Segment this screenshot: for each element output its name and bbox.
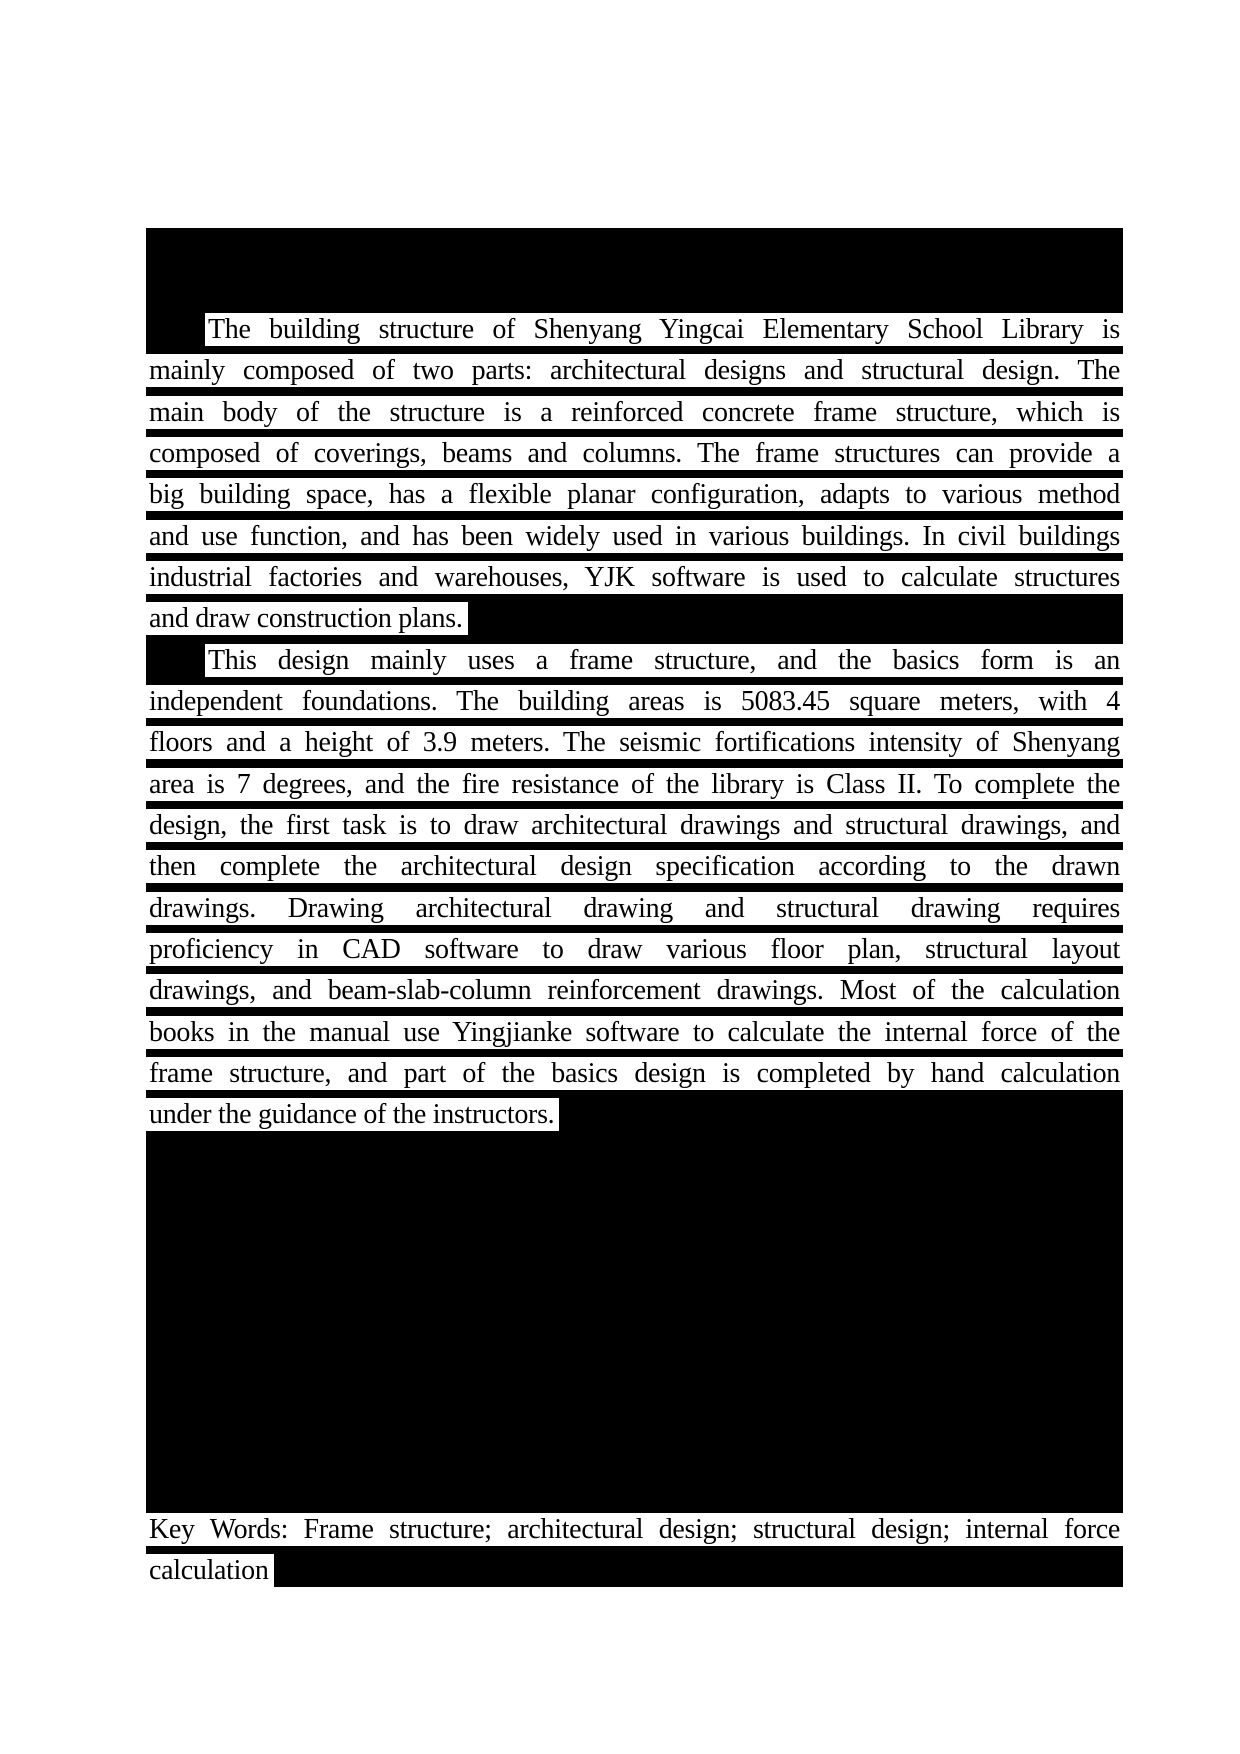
abstract-line: under the guidance of the instructors. — [146, 1098, 559, 1131]
redacted-abstract-block — [146, 228, 1123, 1587]
abstract-line: industrial factories and warehouses, YJK software is used to calculate structures — [146, 561, 1123, 594]
abstract-line: books in the manual use Yingjianke software to calculate the internal force of the — [146, 1016, 1123, 1049]
abstract-line: area is 7 degrees, and the fire resistance of the library is Class II. To complete the — [146, 768, 1123, 801]
abstract-line: proficiency in CAD software to draw various floor plan, structural layout — [146, 933, 1123, 966]
keywords-line: calculation — [146, 1554, 274, 1587]
abstract-line: composed of coverings, beams and columns. The frame structures can provide a — [146, 437, 1123, 470]
abstract-line: drawings. Drawing architectural drawing and structural drawing requires — [146, 892, 1123, 925]
abstract-line: drawings, and beam-slab-column reinforcement drawings. Most of the calculation — [146, 974, 1123, 1007]
abstract-line: independent foundations. The building areas is 5083.45 square meters, with 4 — [146, 685, 1123, 718]
abstract-line: mainly composed of two parts: architectural designs and structural design. The — [146, 354, 1123, 387]
abstract-line: design, the first task is to draw architectural drawings and structural drawings, and — [146, 809, 1123, 842]
abstract-line: This design mainly uses a frame structure, and the basics form is an — [205, 644, 1123, 677]
abstract-line: main body of the structure is a reinforced concrete frame structure, which is — [146, 396, 1123, 429]
abstract-line: then complete the architectural design specification according to the drawn — [146, 850, 1123, 883]
abstract-line: big building space, has a flexible planar configuration, adapts to various method — [146, 478, 1123, 511]
abstract-line: and draw construction plans. — [146, 602, 468, 635]
abstract-line: and use function, and has been widely used in various buildings. In civil buildings — [146, 520, 1123, 553]
abstract-line: The building structure of Shenyang Yingcai Elementary School Library is — [205, 313, 1123, 346]
abstract-line: floors and a height of 3.9 meters. The seismic fortifications intensity of Shenyang — [146, 726, 1123, 759]
keywords-line: Key Words: Frame structure; architectural design; structural design; internal force — [146, 1513, 1123, 1546]
abstract-line: frame structure, and part of the basics design is completed by hand calculation — [146, 1057, 1123, 1090]
